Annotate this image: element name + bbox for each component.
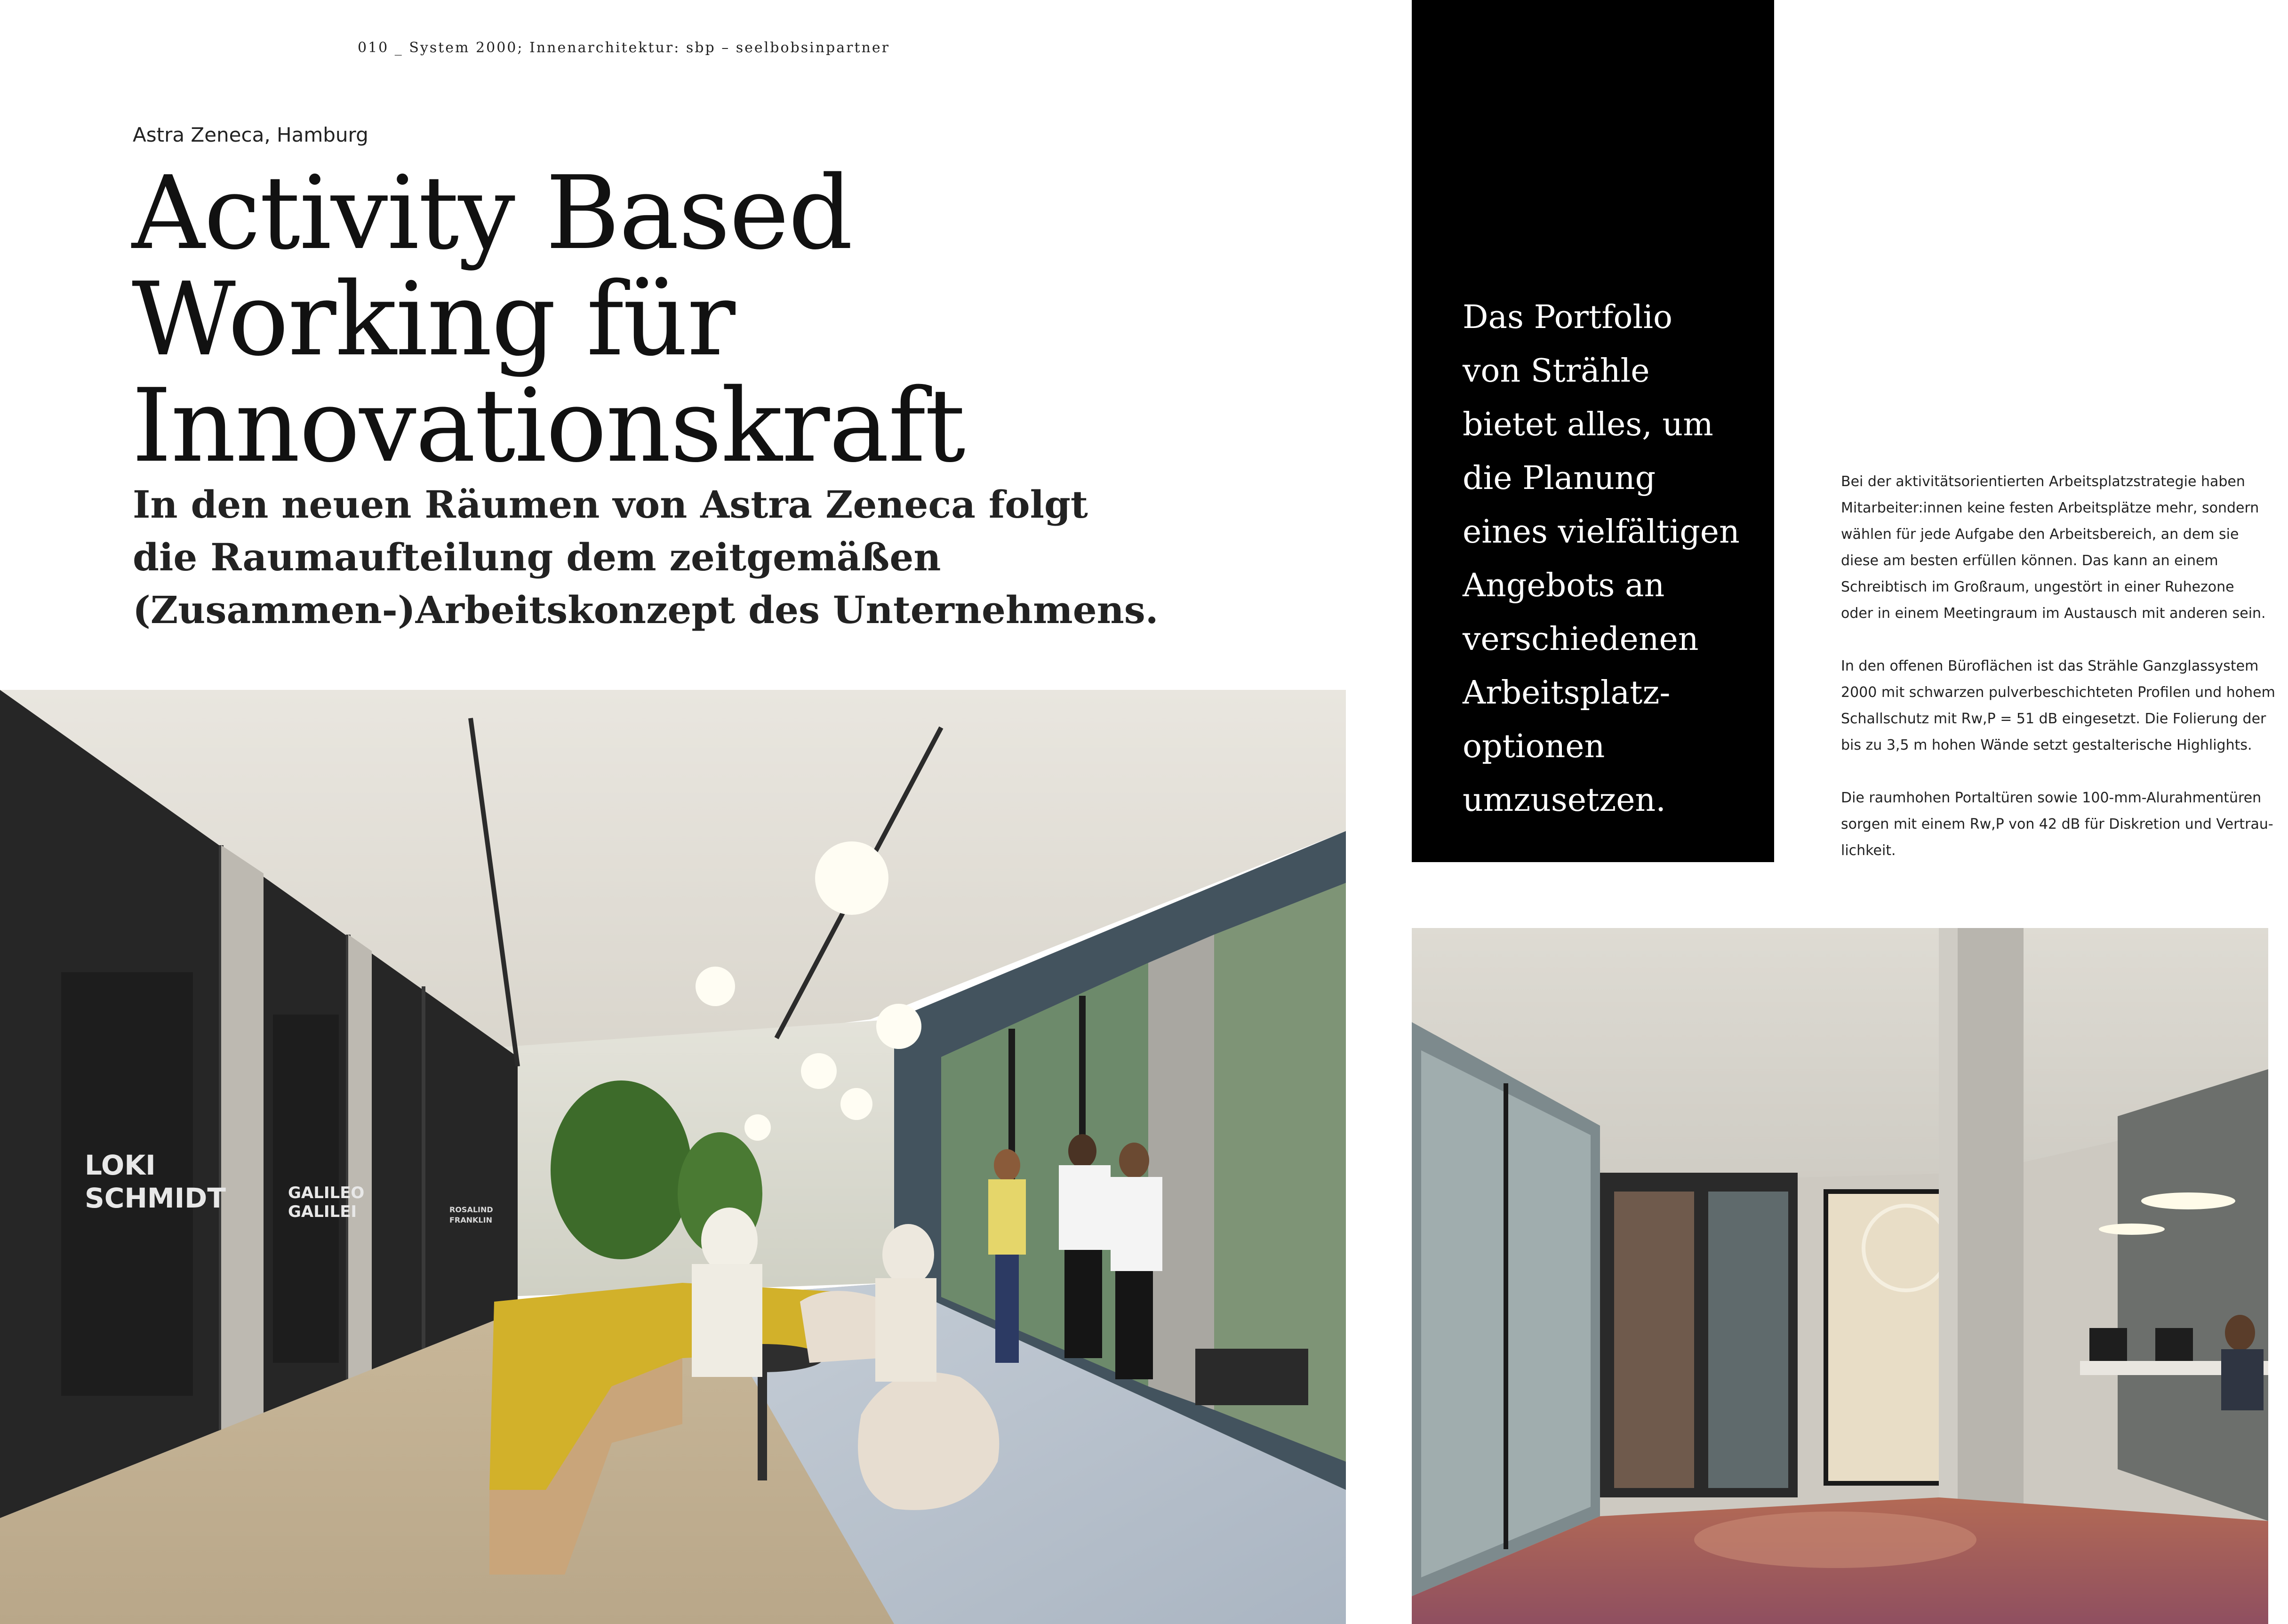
body-line: diese am besten erfüllen können. Das kann an einem bbox=[1841, 552, 2218, 569]
quote-line: eines vielfältigen bbox=[1463, 513, 1740, 551]
subhead-line: In den neuen Räumen von Astra Zeneca folgt bbox=[133, 482, 1088, 527]
body-line: 2000 mit schwarzen pulverbeschichteten Profilen und hohem bbox=[1841, 684, 2275, 701]
quote-line: Das Portfolio bbox=[1463, 299, 1672, 336]
body-line: Bei der aktivitätsorientierten Arbeitsplatzstrategie haben bbox=[1841, 473, 2245, 490]
quote-line: von Strähle bbox=[1463, 352, 1650, 390]
quote-line: Arbeitsplatz- bbox=[1463, 674, 1671, 712]
headline-line: Working für bbox=[132, 260, 735, 378]
body-line: Mitarbeiter:innen keine festen Arbeitsplätze mehr, sondern bbox=[1841, 500, 2259, 516]
headline-line: Activity Based bbox=[132, 154, 852, 272]
office-photo bbox=[1412, 928, 2268, 1624]
body-line: bis zu 3,5 m hohen Wände setzt gestalterische Highlights. bbox=[1841, 737, 2252, 753]
quote-line: bietet alles, um bbox=[1463, 406, 1713, 443]
door-sign-line: SCHMIDT bbox=[85, 1182, 226, 1214]
quote-line: verschiedenen bbox=[1463, 621, 1699, 658]
door-sign-line: ROSALIND bbox=[449, 1205, 493, 1214]
door-sign-line: GALILEI bbox=[288, 1202, 357, 1221]
door-sign-line: FRANKLIN bbox=[449, 1216, 492, 1224]
body-line: Die raumhohen Portaltüren sowie 100-mm-Alurahmentüren bbox=[1841, 790, 2262, 806]
body-line: Schallschutz mit Rw,P = 51 dB eingesetzt. Die Folierung der bbox=[1841, 711, 2266, 727]
body-line: Schreibtisch im Großraum, ungestört in einer Ruhezone bbox=[1841, 579, 2234, 595]
quote-line: die Planung bbox=[1463, 460, 1656, 497]
pull-quote-panel bbox=[1412, 0, 1774, 862]
quote-line: Angebots an bbox=[1463, 567, 1665, 604]
door-sign-line: GALILEO bbox=[288, 1184, 365, 1202]
paragraph bbox=[1841, 653, 2275, 759]
headline-line: Innovationskraft bbox=[132, 367, 965, 485]
project-location: Astra Zeneca, Hamburg bbox=[133, 123, 368, 146]
quote-line: umzusetzen. bbox=[1463, 782, 1666, 819]
subhead-line: (Zusammen-)Arbeitskonzept des Unternehmens. bbox=[133, 588, 1159, 632]
pull-quote bbox=[1463, 291, 1740, 827]
door-sign-line: LOKI bbox=[85, 1149, 156, 1181]
body-line: In den offenen Büroflächen ist das Strähle Ganzglassystem bbox=[1841, 658, 2259, 674]
subhead-line: die Raumaufteilung dem zeitgemäßen bbox=[133, 535, 941, 579]
headline bbox=[132, 154, 965, 485]
body-line: lichkeit. bbox=[1841, 842, 1896, 859]
body-line: sorgen mit einem Rw,P von 42 dB für Diskretion und Vertrau- bbox=[1841, 816, 2273, 832]
quote-line: optionen bbox=[1463, 728, 1605, 765]
paragraph bbox=[1841, 785, 2273, 864]
lounge-photo bbox=[0, 690, 1346, 1624]
subheadline bbox=[133, 478, 1159, 636]
body-line: oder in einem Meetingraum im Austausch mit anderen sein. bbox=[1841, 605, 2266, 622]
running-head: 010 _ System 2000; Innenarchitektur: sbp – seelbobsinpartner bbox=[358, 40, 890, 56]
paragraph bbox=[1841, 469, 2264, 627]
body-line: wählen für jede Aufgabe den Arbeitsbereich, an dem sie bbox=[1841, 526, 2239, 543]
body-copy bbox=[1841, 469, 2275, 890]
